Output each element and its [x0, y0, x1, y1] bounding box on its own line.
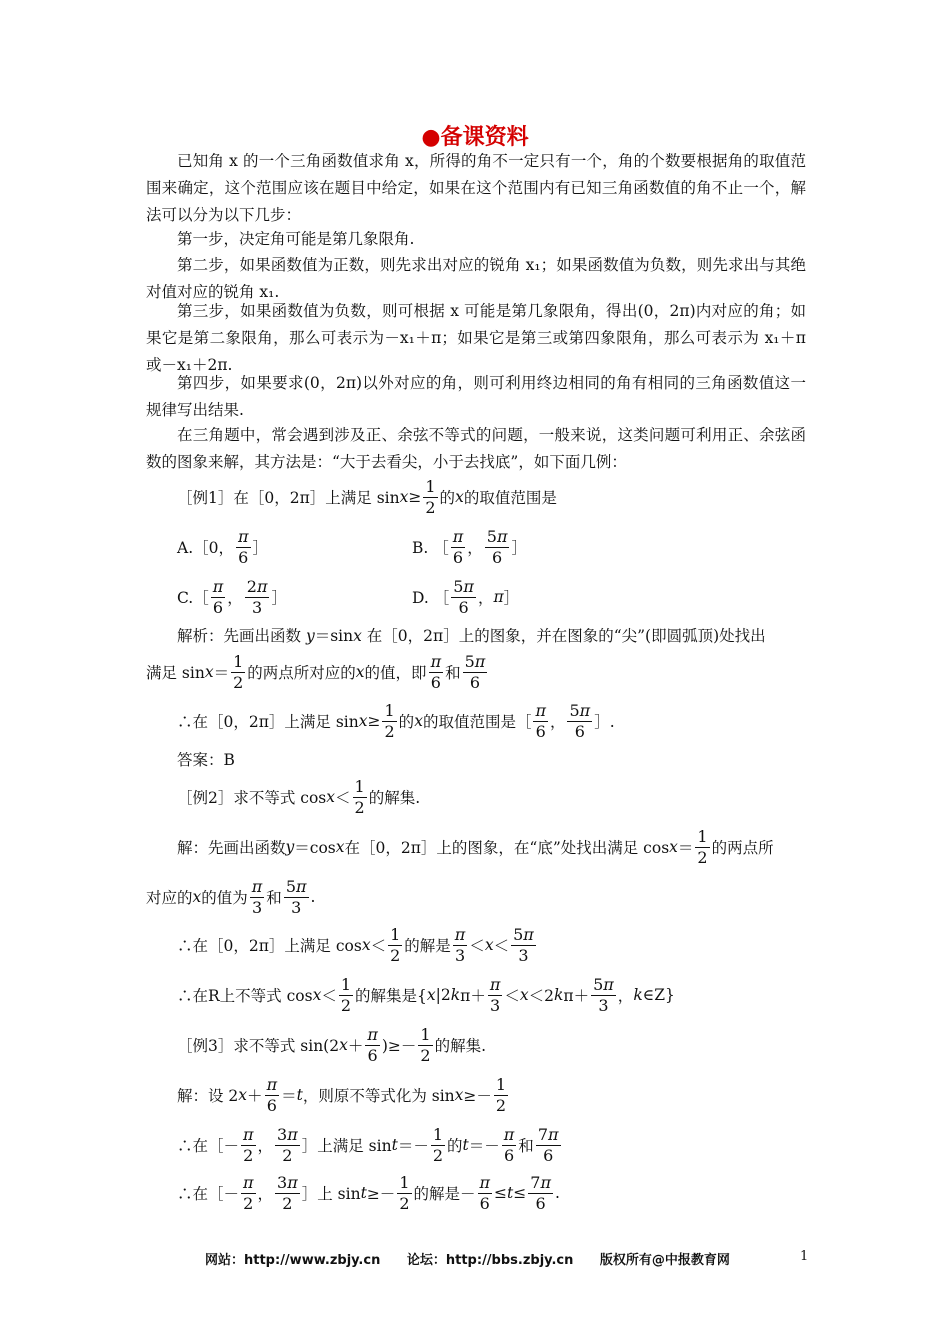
page-number: 1	[800, 1249, 809, 1264]
step-3: 第三步，如果函数值为负数，则可根据 x 可能是第几象限角，得出(0，2π)内对应的角；如果它是第二象限角，那么可表示为－x₁＋π；如果它是第三或第四象限角，那么可表示为 x₁＋π 或－x₁＋2π.	[146, 302, 806, 374]
answer-b: 答案：B	[177, 751, 235, 769]
example-3-step-1: ∴在［－ $\frac{\pi}{2}$ ， $\frac{3\pi}{2}$ ］上满足 sin t ＝－ $\frac{1}{2}$ 的 t ＝－ $\frac{\pi}{6}$ 和 $\frac{7\pi}{6}$	[177, 1124, 559, 1165]
option-c: C.［ $\frac{\pi}{6}$ ， $\frac{2\pi}{3}$ ］	[177, 576, 287, 617]
example-3-step-2: ∴在［－ $\frac{\pi}{2}$ ， $\frac{3\pi}{2}$ ］上 sin t ≥－ $\frac{1}{2}$ 的解是－ $\frac{\pi}{6}$ ≤ t ≤ $\frac{7\pi}{6}$ .	[177, 1172, 560, 1213]
example-1-solution-line1: 解析：先画出函数 y＝sinx 在［0，2π］上的图象，并在图象的“尖”(即圆弧顶)处找出	[177, 627, 766, 645]
step-4: 第四步，如果要求(0，2π)以外对应的角，则可利用终边相同的角有相同的三角函数值这一规律写出结果.	[146, 374, 806, 419]
example-2-conclusion-2: ∴在R上不等式 cos x ＜ $\frac{1}{2}$ 的解集是{ x |2 k π＋ $\frac{\pi}{3}$ ＜ x ＜2 k π＋ $\frac{5\pi}{3}$ ， k ∈Z}	[177, 974, 675, 1015]
example-3-solution: 解：设 2 x ＋ $\frac{\pi}{6}$ ＝ t ，则原不等式化为 sin x ≥－ $\frac{1}{2}$	[177, 1074, 507, 1115]
footer-copyright: 版权所有@中报教育网	[599, 1253, 730, 1268]
method-paragraph: 在三角题中，常会遇到涉及正、余弦不等式的问题，一般来说，这类问题可利用正、余弦函数的图象来解，其方法是：“大于去看尖，小于去找底”，如下面几例：	[146, 426, 806, 471]
step-2: 第二步，如果函数值为正数，则先求出对应的锐角 x₁；如果函数值为负数，则先求出与其绝对值对应的锐角 x₁.	[146, 256, 806, 301]
example-1-conclusion: ∴在［0，2π］上满足 sin x ≥ $\frac{1}{2}$ 的 x 的取值范围是［ $\frac{\pi}{6}$ ， $\frac{5\pi}{6}$ ］.	[177, 700, 615, 741]
intro-paragraph: 已知角 x 的一个三角函数值求角 x，所得的角不一定只有一个，角的个数要根据角的取值范围来确定，这个范围应该在题目中给定，如果在这个范围内有已知三角函数值的角不止一个，解法可以分为以下几步：	[146, 152, 806, 224]
footer-forum[interactable]: 论坛：http://bbs.zbjy.cn	[406, 1253, 574, 1268]
option-a: A.［0， $\frac{\pi}{6}$ ］	[177, 526, 269, 567]
footer-website[interactable]: 网站：http://www.zbjy.cn	[205, 1253, 381, 1268]
option-d: D. ［ $\frac{5\pi}{6}$ ， π ］	[412, 576, 520, 617]
example-3-question: ［例3］求不等式 sin(2 x ＋ $\frac{\pi}{6}$ )≥－ $\frac{1}{2}$ 的解集.	[177, 1024, 487, 1065]
example-2-solution-line2: 对应的 x 的值为 $\frac{\pi}{3}$ 和 $\frac{5\pi}{3}$ .	[146, 876, 316, 917]
example-2-solution-line1: 解：先画出函数 y ＝cos x 在［0，2π］上的图象，在“底”处找出满足 cos x ＝ $\frac{1}{2}$ 的两点所	[177, 826, 774, 867]
example-2-question: ［例2］求不等式 cos x ＜ $\frac{1}{2}$ 的解集.	[177, 776, 421, 817]
page-title: ●备课资料	[421, 125, 529, 150]
example-2-conclusion-1: ∴在［0，2π］上满足 cos x ＜ $\frac{1}{2}$ 的解是 $\frac{\pi}{3}$ ＜ x ＜ $\frac{5\pi}{3}$	[177, 924, 534, 965]
example-1-question: ［例1］在［0，2π］上满足 sin x ≥ $\frac{1}{2}$ 的 x 的取值范围是	[177, 476, 557, 517]
step-1: 第一步，决定角可能是第几象限角.	[177, 230, 415, 248]
page-footer	[205, 1249, 805, 1268]
option-b: B. ［ $\frac{\pi}{6}$ ， $\frac{5\pi}{6}$ ］	[412, 526, 527, 567]
example-1-solution-line2: 满足 sin x ＝ $\frac{1}{2}$ 的两点所对应的 x 的值，即 $\frac{\pi}{6}$ 和 $\frac{5\pi}{6}$	[146, 651, 486, 692]
